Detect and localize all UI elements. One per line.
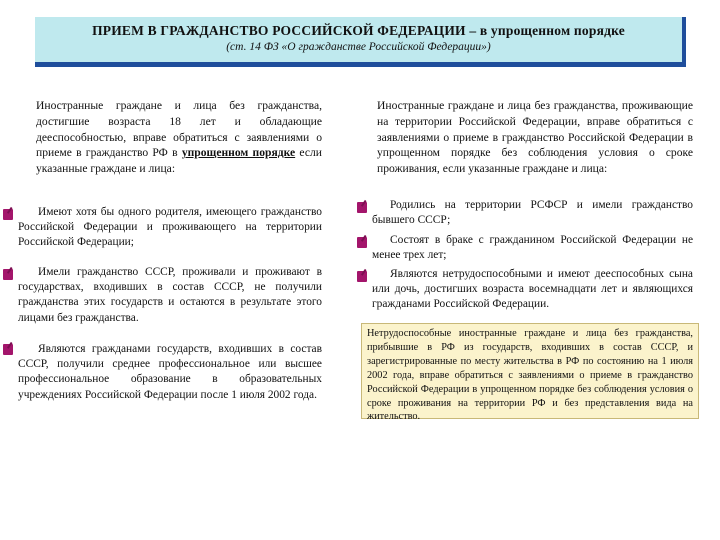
right-intro: Иностранные граждане и лица без гражданства, проживающие на территории Российской Федерации, вправе обратиться с заявлениями о приеме в гражданство Российской Федерации в упрощенном порядке без соблюдения условия о сроке проживания, если указанные граждане и лица: [377, 99, 693, 176]
checkmark-bullet-icon [3, 209, 13, 220]
left-intro-text: Иностранные граждане и лица без гражданства, достигшие возраста 18 лет и обладающие дееспособностью, вправе обратиться с заявлениями о приеме в гражданство РФ в [36, 99, 322, 160]
left-item-1: Имеют хотя бы одного родителя, имеющего гражданство Российской Федерации и проживающего на территории Российской Федерации; [18, 206, 322, 249]
left-intro [36, 98, 322, 177]
left-item-3: Являются гражданами государств, входивших в состав СССР, получили среднее профессиональное или высшее профессиональное образование в образовательных учреждениях Российской Федерации после 1 июля 2002 года. [18, 343, 322, 401]
title-banner [35, 17, 686, 67]
left-intro-emphasis: упрощенном порядке [181, 146, 296, 160]
checkmark-bullet-icon [357, 271, 367, 282]
checkmark-bullet-icon [3, 269, 13, 280]
page-subtitle: (ст. 14 ФЗ «О гражданстве Российской Федерации») [226, 41, 491, 53]
right-item-2: Состоят в браке с гражданином Российской Федерации не менее трех лет; [372, 234, 693, 262]
page-title [35, 23, 682, 39]
right-item-1: Родились на территории РСФСР и имели гражданство бывшего СССР; [372, 199, 693, 227]
note-box: Нетрудоспособные иностранные граждане и лица без гражданства, прибывшие в РФ из государств, входивших в состав СССР, и зарегистрированные по месту жительства в РФ по состоянию на 1 июля 2002 года, вправе обратиться с заявлениями о приеме в гражданство Российской Федерации в упрощенном порядке без соблюдения условия о сроке проживания на территории РФ и без представления вида на жительство. [361, 323, 699, 419]
left-item-2: Имели гражданство СССР, проживали и проживают в государствах, входивших в состав СССР, не получили гражданства этих государств и остаются в результате этого лицами без гражданства. [18, 266, 322, 324]
title-suffix: – в упрощенном порядке [465, 23, 625, 38]
right-item-3: Являются нетрудоспособными и имеют дееспособных сына или дочь, достигших возраста восемнадцати лет и являющихся гражданами Российской Федерации. [372, 268, 693, 311]
title-main: ПРИЕМ В ГРАЖДАНСТВО РОССИЙСКОЙ ФЕДЕРАЦИИ [92, 23, 466, 38]
left-intro-tail: если указанные граждане и лица: [36, 146, 322, 176]
checkmark-bullet-icon [357, 237, 367, 248]
checkmark-bullet-icon [3, 344, 13, 355]
checkmark-bullet-icon [357, 202, 367, 213]
